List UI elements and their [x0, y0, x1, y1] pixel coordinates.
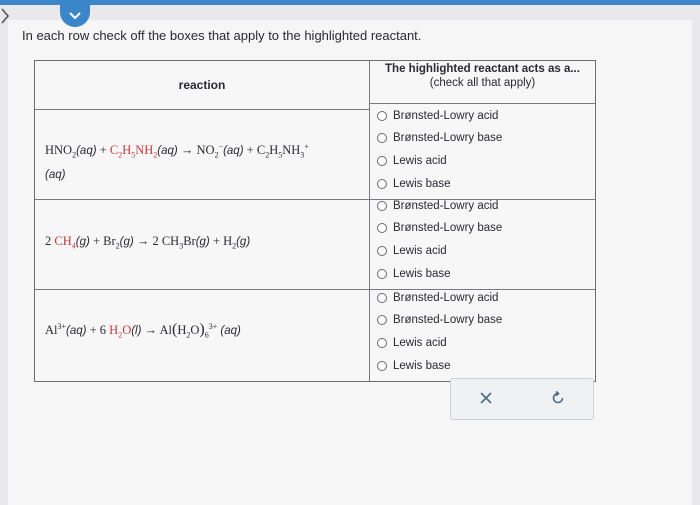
reaction-2: 2 $CH_4(g) + Br_2(g) \to 2$ $CH_3Br(g) + H_2(g)$ — [45, 234, 251, 251]
reaction-1: $HNO_2(aq) + C_2H_5NH_2(aq) \to NO_2^-(aq) + C_2H_5NH_3^+$ (aq) — [45, 142, 309, 181]
row1-option-bronsted-acid[interactable]: Brønsted-Lowry acid — [377, 107, 498, 125]
acts-as-column-header — [370, 61, 595, 105]
reaction-column-header: reaction — [178, 78, 226, 92]
column-divider — [369, 61, 370, 381]
row2-option-lewis-base[interactable]: Lewis base — [377, 265, 451, 283]
highlighted-reactant: $CH_4$ — [54, 234, 76, 251]
row3-option-lewis-base[interactable]: Lewis base — [377, 357, 451, 375]
radio-button[interactable] — [377, 293, 387, 303]
radio-button[interactable] — [377, 179, 387, 189]
row-divider-1 — [35, 199, 595, 200]
radio-button[interactable] — [377, 315, 387, 325]
check-all-note: (check all that apply) — [429, 77, 536, 89]
row3-option-bronsted-acid[interactable]: Brønsted-Lowry acid — [377, 289, 498, 307]
x-icon — [480, 392, 492, 404]
highlighted-reactant: $H_2O$ — [109, 323, 132, 340]
radio-button[interactable] — [377, 246, 387, 256]
chevron-down-icon — [68, 11, 82, 21]
reaction-table — [34, 60, 596, 382]
row3-option-bronsted-base[interactable]: Brønsted-Lowry base — [377, 311, 502, 329]
top-accent-bar — [0, 0, 700, 5]
radio-button[interactable] — [377, 361, 387, 371]
row1-option-bronsted-base[interactable]: Brønsted-Lowry base — [377, 129, 502, 147]
clear-button[interactable] — [475, 387, 497, 409]
radio-button[interactable] — [377, 201, 387, 211]
acts-as-title: The highlighted reactant acts as a... — [385, 63, 580, 75]
radio-button[interactable] — [377, 223, 387, 233]
header-divider-left — [35, 109, 369, 110]
radio-button[interactable] — [377, 133, 387, 143]
radio-button[interactable] — [377, 111, 387, 121]
row2-option-bronsted-base[interactable]: Brønsted-Lowry base — [377, 219, 502, 237]
row-divider-2 — [35, 289, 595, 290]
radio-button[interactable] — [377, 156, 387, 166]
highlighted-reactant: $C_2H_5NH_2$ — [109, 143, 158, 160]
row2-option-lewis-acid[interactable]: Lewis acid — [377, 242, 447, 260]
row1-option-lewis-acid[interactable]: Lewis acid — [377, 152, 447, 170]
reaction-3: $Al^{3+}(aq) + 6$ $H_2O(l) \to Al(H_2O)_6^{3+}$ (aq) — [45, 321, 241, 340]
answer-actions — [450, 378, 594, 420]
radio-button[interactable] — [377, 269, 387, 279]
row1-option-lewis-base[interactable]: Lewis base — [377, 175, 451, 193]
row2-option-bronsted-acid[interactable]: Brønsted-Lowry acid — [377, 197, 498, 215]
row3-option-lewis-acid[interactable]: Lewis acid — [377, 334, 447, 352]
radio-button[interactable] — [377, 338, 387, 348]
instruction-text: In each row check off the boxes that apply to the highlighted reactant. — [22, 28, 422, 43]
undo-button[interactable] — [547, 387, 569, 409]
undo-icon — [551, 391, 565, 405]
